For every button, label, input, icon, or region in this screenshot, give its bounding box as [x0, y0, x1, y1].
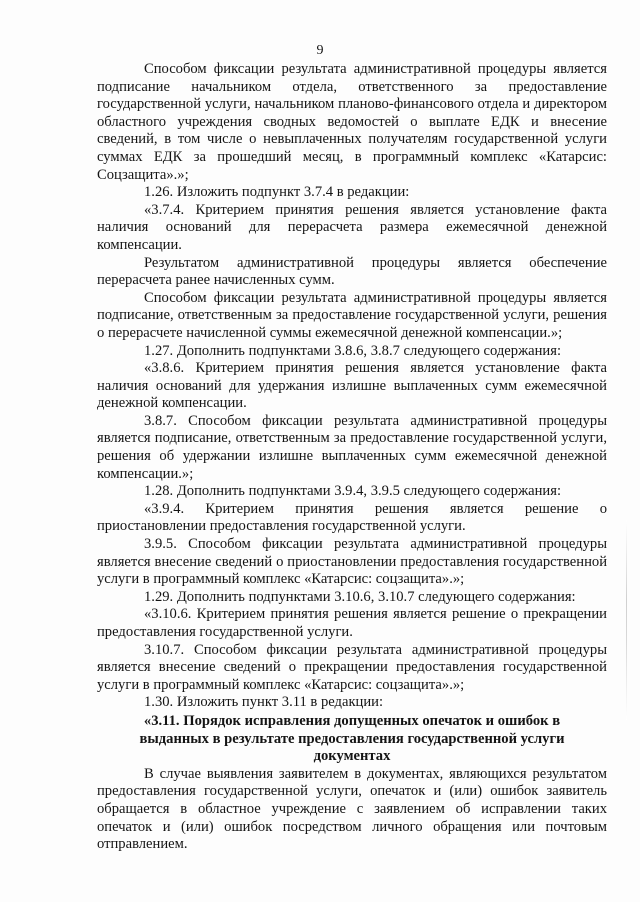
section-heading: «3.11. Порядок исправления допущенных опечаток и ошибок в выданных в результате предоставления государственной услуги документах: [139, 712, 565, 765]
paragraph: Результатом административной процедуры является обеспечение перерасчета ранее начисленных сумм.: [97, 254, 607, 289]
paragraph: 3.9.5. Способом фиксации результата административной процедуры является внесение сведений о приостановлении предоставления государственной услуги в программный комплекс «Катарсис: соцзащита».»;: [97, 536, 607, 588]
paragraph: 3.10.7. Способом фиксации результата административной процедуры является внесение сведений о прекращении предоставления государственной услуги в программный комплекс «Катарсис: соцзащита».»;: [97, 641, 607, 693]
paragraph: 3.8.7. Способом фиксации результата административной процедуры является подписание, ответственным за предоставление государственной услуги, решения об удержании излишне выплаченных сумм ежемесячной денежной компенсации.»;: [97, 412, 607, 482]
paragraph: «3.9.4. Критерием принятия решения является решение о приостановлении предоставления государственной услуги.: [97, 500, 607, 535]
paragraph: «3.10.6. Критерием принятия решения является решение о прекращении предоставления государственной услуги.: [97, 606, 607, 640]
paragraph: Способом фиксации результата административной процедуры является подписание, ответственным за предоставление государственной услуги, решения о перерасчете начисленной суммы ежемесячной денежной компенсации.»;: [97, 289, 607, 341]
paragraph: 1.27. Дополнить подпунктами 3.8.6, 3.8.7 следующего содержания:: [144, 342, 562, 359]
paragraph: 1.30. Изложить пункт 3.11 в редакции:: [144, 694, 384, 711]
paragraph: 1.28. Дополнить подпунктами 3.9.4, 3.9.5 следующего содержания:: [144, 483, 562, 500]
paragraph: В случае выявления заявителем в документах, являющихся результатом предоставления государственной услуги, опечаток и (или) ошибок заявитель обращается в областное учреждение с заявлением об исправлении таких опечаток и (или) ошибок посредством личного обращения или почтовым отправлением.: [97, 765, 607, 853]
paragraph: Способом фиксации результата административной процедуры является подписание начальником отдела, ответственного за предоставление государственной услуги, начальником планово-финансового отдела и директором областного учреждения сводных ведомостей о выплате ЕДК и внесение сведений, в том числе о невыплаченных получателям государственной услуги суммах ЕДК за прошедший месяц, в программный комплекс «Катарсис: Соцзащита».»;: [97, 61, 607, 183]
paragraph: 1.26. Изложить подпункт 3.7.4 в редакции:: [144, 184, 410, 201]
paragraph: «3.7.4. Критерием принятия решения является установление факта наличия оснований для перерасчета размера ежемесячной денежной компенсации.: [97, 201, 607, 253]
paragraph: «3.8.6. Критерием принятия решения является установление факта наличия оснований для удержания излишне выплаченных сумм ежемесячной денежной компенсации.: [97, 360, 607, 412]
page-number: 9: [316, 43, 324, 58]
document-body: [97, 61, 607, 854]
scan-edge-shadow: [626, 520, 627, 720]
paragraph: 1.29. Дополнить подпунктами 3.10.6, 3.10.7 следующего содержания:: [144, 588, 576, 605]
